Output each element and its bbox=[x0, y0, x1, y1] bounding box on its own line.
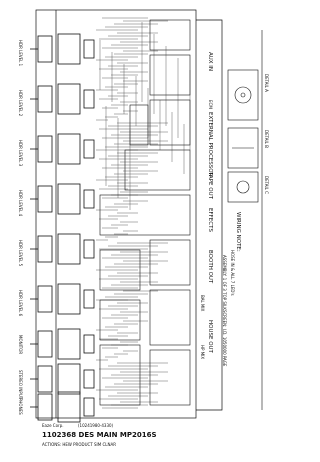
assembly-note: ASSEMBLY: 1 OF 3 TOP SILKSCREEN: I.D. 1050000 PAGE bbox=[222, 255, 227, 367]
knob-body bbox=[38, 286, 52, 312]
channel-pot bbox=[58, 134, 80, 164]
channel-jack bbox=[84, 290, 94, 308]
stereo-input-label: STEREO INPUT bbox=[18, 370, 23, 400]
detail-c-label: DETAIL C bbox=[264, 176, 269, 194]
part-code: (10241980-4330) bbox=[78, 423, 114, 428]
detail-c-jack bbox=[237, 181, 249, 193]
phones-label: PHONES bbox=[18, 398, 23, 415]
channel-pot bbox=[58, 364, 80, 394]
detail-c-box bbox=[228, 172, 258, 202]
channel-jack bbox=[84, 190, 94, 208]
knob-body bbox=[38, 86, 52, 112]
corp-label: Eaze Corp. bbox=[42, 423, 64, 428]
knob-body bbox=[38, 136, 52, 162]
sub-label: ACTIONS: HEW PRODUCT SIM CLNAR bbox=[42, 442, 116, 447]
channel-jack bbox=[84, 90, 94, 108]
wiring-note-title: WIRING NOTE: bbox=[235, 212, 241, 252]
channel-jack bbox=[84, 140, 94, 158]
knob-body bbox=[38, 366, 52, 392]
input-1-label: HDR LEVEL 1 bbox=[18, 40, 23, 67]
channel-jack bbox=[84, 335, 94, 353]
input-3-label: HDR LEVEL 3 bbox=[18, 140, 23, 167]
knob-body bbox=[38, 36, 52, 62]
component-block bbox=[150, 350, 190, 405]
channel-jack bbox=[84, 370, 94, 388]
hp-mix-label: HP MIX bbox=[200, 345, 205, 360]
component-block bbox=[150, 20, 190, 50]
channel-pot bbox=[58, 284, 80, 314]
wiring-note-detail: HOSE IN & ALL 7 LED's bbox=[230, 250, 235, 296]
channel-pot bbox=[58, 392, 80, 422]
channel-pot bbox=[58, 234, 80, 264]
channel-pot bbox=[58, 329, 80, 359]
input-2-label: HDR LEVEL 2 bbox=[18, 90, 23, 117]
house-out-label: HOUSE OUT bbox=[207, 320, 213, 353]
channel-jack bbox=[84, 40, 94, 58]
detail-a-box bbox=[228, 70, 258, 120]
knob-body bbox=[38, 331, 52, 357]
component-block bbox=[150, 55, 190, 95]
bal-mix-label: BAL MIX bbox=[200, 295, 205, 312]
channel-pot bbox=[58, 84, 80, 114]
knob-body bbox=[38, 394, 52, 420]
booth-out-label: BOOTH OUT bbox=[207, 250, 213, 284]
knob-body bbox=[38, 186, 52, 212]
effects-label: EFFECTS bbox=[207, 208, 213, 232]
component-block bbox=[150, 240, 190, 285]
detail-b-label: DETAIL B bbox=[264, 130, 269, 148]
input-6-label: HDR LEVEL 6 bbox=[18, 290, 23, 317]
component-block bbox=[150, 290, 190, 345]
channel-pot bbox=[58, 34, 80, 64]
channel-pot bbox=[58, 184, 80, 214]
part-label: 1102368 DES MAIN MP2016S bbox=[42, 431, 157, 439]
channel-jack bbox=[84, 398, 94, 416]
ecm-label: ECM bbox=[208, 100, 213, 109]
external-processor-label: EXTERNAL PROCESSOR bbox=[207, 112, 213, 177]
tape-out-label: TAPE OUT bbox=[207, 172, 213, 199]
channel-jack bbox=[84, 240, 94, 258]
detail-a-label: DETAIL A bbox=[264, 74, 269, 92]
monitor-label: MONITOR bbox=[18, 335, 23, 355]
input-5-label: HDR LEVEL 5 bbox=[18, 240, 23, 267]
detail-a-pin bbox=[241, 93, 245, 97]
aux-in-label: AUX IN bbox=[207, 52, 213, 72]
detail-a-jack bbox=[235, 87, 251, 103]
knob-body bbox=[38, 236, 52, 262]
input-4-label: HDR LEVEL 4 bbox=[18, 190, 23, 217]
